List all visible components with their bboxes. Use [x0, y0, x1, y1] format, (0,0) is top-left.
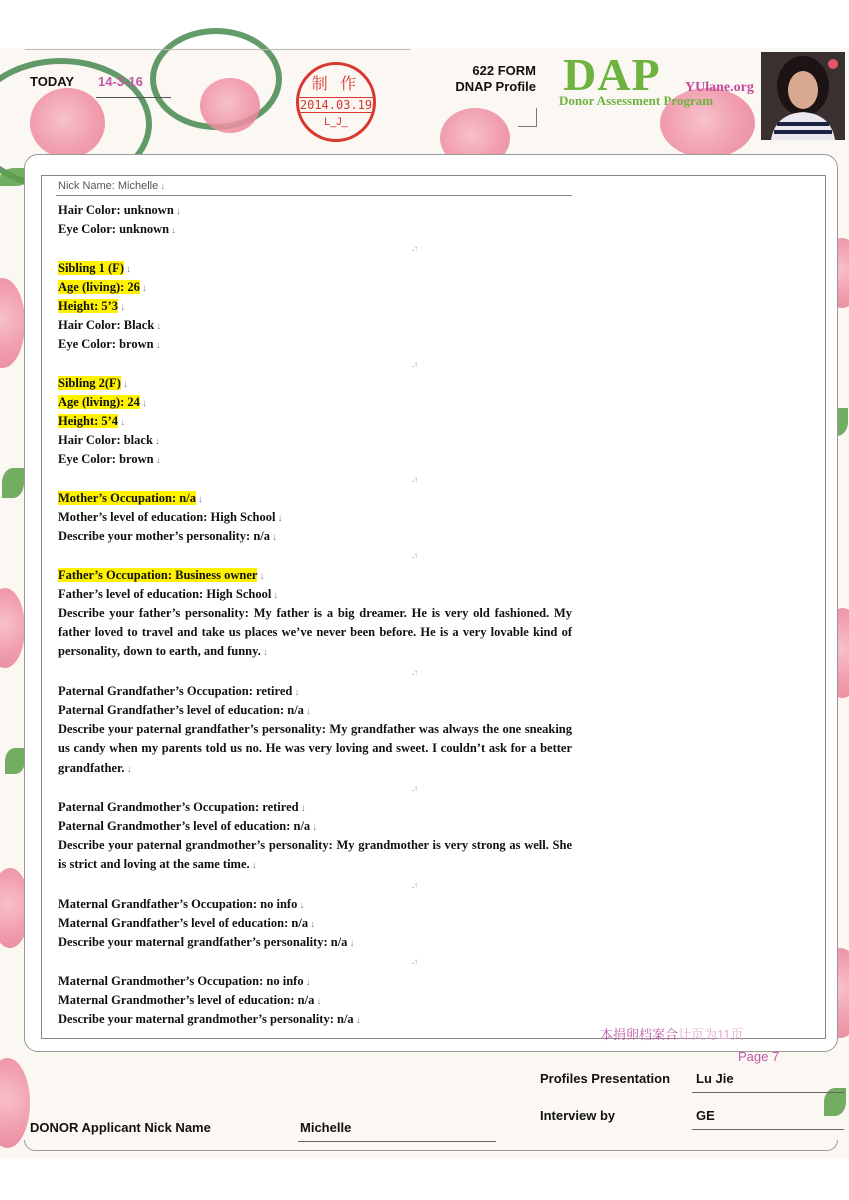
profile-line [58, 972, 572, 991]
profile-line [58, 201, 572, 220]
profile-line-text: Eye Color: brown [58, 337, 154, 352]
profile-line-text: Age (living): 26 [58, 279, 140, 294]
paragraph-mark: ↓ [305, 705, 311, 717]
profile-line-text: Eye Color: unknown [58, 222, 170, 237]
profile-line-text: Maternal Grandfather’s Occupation: no info [58, 896, 298, 911]
profile-line [58, 933, 572, 952]
logo-site-name: YUlane.org [685, 80, 754, 95]
today-date: 14-3-16 [98, 74, 143, 89]
paragraph-mark: ↓ [120, 417, 126, 429]
profile-line [58, 393, 572, 412]
donor-nick-name-label: DONOR Applicant Nick Name [30, 1120, 211, 1135]
profile-line-text: Hair Color: black [58, 433, 153, 448]
profile-line [58, 566, 572, 585]
interview-by-label: Interview by [540, 1108, 616, 1123]
flower-decoration [0, 588, 25, 668]
profile-line-text: Paternal Grandfather’s Occupation: retired [58, 683, 293, 698]
paragraph-mark: ↓ [300, 802, 306, 814]
profile-line [58, 682, 572, 701]
blank-line-mark: .↑ [412, 880, 418, 890]
blank-line-mark: .↑ [412, 667, 418, 677]
paragraph-mark: ↓ [122, 378, 128, 390]
logo-subtitle: Donor Assessment Program [559, 93, 714, 108]
blank-line-mark: .↑ [412, 551, 418, 561]
total-pages-note-light: 计页为11页 [678, 1027, 744, 1042]
profile-line-text: Describe your father’s personality: My father is a big dreamer. He is very old fashioned. My father loved to travel and take us places we’ve never been before. He is a very lovable kind of personality, down to earth, and funny. [58, 605, 572, 659]
red-seal-stamp [296, 62, 376, 142]
paragraph-mark: ↓ [155, 455, 161, 467]
profile-line [58, 220, 572, 239]
profile-line-text: Eye Color: brown [58, 452, 154, 467]
nick-name-text: Nick Name: Michelle [58, 180, 159, 192]
profile-paragraph [58, 604, 572, 663]
profile-line [58, 335, 572, 354]
profile-line-text: Describe your paternal grandmother’s personality: My grandmother is very strong as well. She is strict and loving at the same time. [58, 838, 572, 872]
profile-line-text: Describe your maternal grandfather’s personality: n/a [58, 935, 348, 950]
paragraph-mark: ↓ [197, 493, 203, 505]
paragraph-mark: ↓ [310, 919, 316, 931]
profile-line [58, 489, 572, 508]
profile-line-text: Describe your paternal grandfather’s personality: My grandfather was always the one sneaking us candy when my parents told us no. He was very loving and sweet. I couldn’t ask for a better grandfather. [58, 722, 572, 775]
profile-paragraph [58, 720, 572, 779]
blank-line-mark: .↑ [412, 359, 418, 369]
profile-line [58, 817, 572, 836]
profile-line-text: Age (living): 24 [58, 394, 140, 409]
paragraph-mark: ↓ [277, 513, 283, 524]
profile-line [58, 895, 572, 914]
profile-line [58, 585, 572, 604]
profile-line-text: Height: 5’3 [58, 298, 119, 313]
donor-nick-name-value: Michelle [300, 1120, 352, 1135]
form-title [440, 63, 536, 95]
corner-mark [518, 108, 537, 127]
paragraph-mark: ↓ [305, 976, 311, 988]
flower-decoration [30, 88, 105, 158]
profile-line-text: Paternal Grandmother’s Occupation: retired [58, 799, 299, 814]
profile-line-text: Height: 5’4 [58, 414, 119, 429]
flower-decoration [0, 278, 25, 368]
blank-line-mark: .↑ [412, 783, 418, 793]
profile-line-text: Mother’s level of education: High School [58, 510, 276, 524]
profiles-presentation-label: Profiles Presentation [540, 1071, 671, 1086]
profile-line-text: Paternal Grandfather’s level of education: n/a [58, 702, 304, 717]
form-number: 622 FORM [472, 63, 536, 78]
profile-line [58, 412, 572, 431]
profile-line-text: Paternal Grandmother’s level of education: n/a [58, 819, 311, 834]
paragraph-mark: ↓ [156, 321, 162, 333]
paragraph-mark: ↓ [126, 263, 131, 275]
profile-line [58, 1010, 572, 1029]
profile-line-text: Maternal Grandfather’s level of education: n/a [58, 916, 309, 931]
profile-content [58, 201, 572, 1029]
profile-line [58, 527, 572, 546]
paragraph-mark: ↓ [154, 436, 160, 448]
paragraph-mark: ↓ [175, 206, 181, 217]
profile-line-text: Sibling 2(F) [58, 375, 121, 390]
interview-underline [692, 1129, 844, 1130]
blank-line-mark: .↑ [412, 474, 418, 484]
profile-line-text: Maternal Grandmother’s level of education: n/a [58, 992, 315, 1007]
paragraph-mark: ↓ [355, 1015, 361, 1026]
profile-line [58, 259, 572, 278]
profile-line-text: Describe your maternal grandmother’s personality: n/a [58, 1012, 354, 1026]
profile-line [58, 297, 572, 316]
profile-line [58, 914, 572, 933]
profile-line-text: Father’s Occupation: Business owner [58, 567, 258, 582]
profile-line [58, 431, 572, 450]
top-rule [25, 49, 410, 50]
profile-line-text: Mother’s Occupation: n/a [58, 490, 196, 505]
donor-photo-illustration [761, 52, 845, 140]
paragraph-mark: ↓ [259, 570, 265, 582]
profile-line-text: Hair Color: Black [58, 318, 155, 333]
profile-line-text: Father’s level of education: High School [58, 586, 272, 601]
profile-line [58, 991, 572, 1010]
paragraph-mark: ↓ [126, 763, 132, 775]
profile-line [58, 701, 572, 720]
stamp-bottom-text: L_J_ [324, 116, 348, 128]
paragraph-mark: ↓ [141, 282, 147, 294]
paragraph-mark: ↓ [273, 589, 279, 601]
profile-line-text: Describe your mother’s personality: n/a [58, 529, 271, 544]
profiles-presentation-value: Lu Jie [696, 1071, 734, 1086]
total-pages-note [600, 1024, 744, 1043]
profile-line-text: Sibling 1 (F) [58, 260, 124, 275]
paragraph-mark: ↓ [120, 301, 126, 313]
profile-line [58, 450, 572, 469]
today-underline [96, 97, 171, 98]
stamp-top-text: 制 作 [311, 76, 361, 93]
nick-name-rule [56, 195, 572, 196]
leaf-decoration [5, 748, 25, 774]
paragraph-mark: ↓ [312, 822, 318, 834]
form-name: DNAP Profile [455, 79, 536, 94]
leaf-decoration [2, 468, 24, 498]
profile-line [58, 374, 572, 393]
blank-line-mark: .↑ [412, 244, 418, 254]
paragraph-mark: ↓ [160, 181, 166, 192]
dap-logo: DAP [563, 49, 661, 100]
profile-line [58, 278, 572, 297]
profile-line-text: Hair Color: unknown [58, 203, 174, 217]
profile-line-text: Maternal Grandmother’s Occupation: no info [58, 973, 304, 988]
profile-line [58, 798, 572, 817]
paragraph-mark: ↓ [141, 397, 147, 409]
flower-decoration [0, 1058, 30, 1148]
page-number: Page 7 [738, 1049, 780, 1064]
paragraph-mark: ↓ [294, 686, 300, 698]
interview-by-value: GE [696, 1108, 715, 1123]
paragraph-mark: ↓ [349, 938, 355, 950]
paragraph-mark: ↓ [316, 995, 322, 1007]
paragraph-mark: ↓ [272, 532, 278, 544]
paragraph-mark: ↓ [262, 647, 268, 659]
paragraph-mark: ↓ [155, 340, 161, 352]
nick-name-header [58, 180, 165, 192]
profiles-underline [692, 1092, 844, 1093]
profile-line [58, 508, 572, 527]
stamp-date: 2014.03.19 [299, 98, 373, 112]
profile-paragraph [58, 836, 572, 875]
profile-line [58, 316, 572, 335]
today-label: TODAY [30, 74, 75, 89]
paragraph-mark: ↓ [171, 225, 177, 237]
paragraph-mark: ↓ [251, 860, 257, 872]
paragraph-mark: ↓ [299, 899, 305, 911]
total-pages-note-dark: 本捐卵档案合 [600, 1027, 679, 1042]
blank-line-mark: .↑ [412, 957, 418, 967]
donor-photo [761, 52, 845, 140]
footer-border [24, 1140, 838, 1151]
flower-decoration [200, 78, 260, 133]
